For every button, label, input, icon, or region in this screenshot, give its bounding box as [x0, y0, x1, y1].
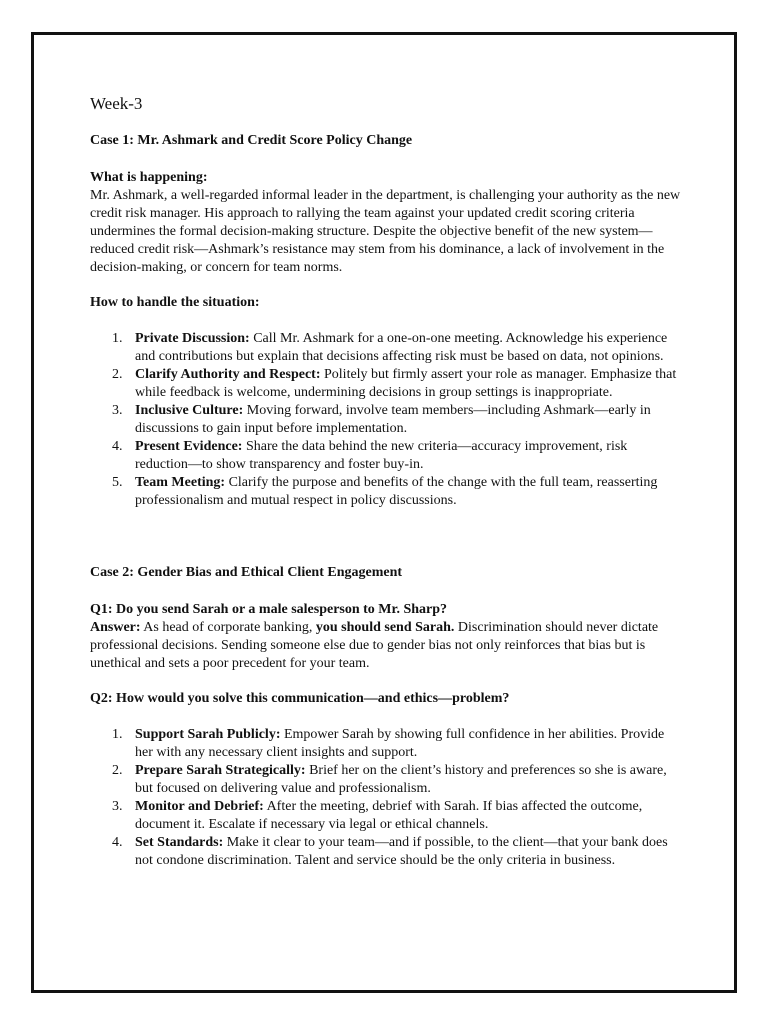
- case2-q2: Q2: How would you solve this communication—and ethics—problem?: [90, 691, 510, 706]
- list-item: 3. Monitor and Debrief: After the meeting, debrief with Sarah. If bias affected the outcome, document it. Escalate if necessary via legal or ethical channels.: [112, 799, 643, 832]
- list-item: 1. Private Discussion: Call Mr. Ashmark for a one-on-one meeting. Acknowledge his experience and contributions but explain that decisions affecting risk must be based on data, not opinions.: [112, 331, 668, 364]
- week-title: Week-3: [90, 94, 143, 113]
- list-item: 2. Prepare Sarah Strategically: Brief her on the client’s history and preferences so she is aware, but focused on delivering value and professionalism.: [112, 763, 667, 796]
- case2-answer: Answer: As head of corporate banking, you should send Sarah. Discrimination should never dictate professional decisions. Sending someone else due to gender bias not only reinforces that bias but is unethical and sets a poor precedent for your team.: [90, 620, 659, 671]
- list-item: 5. Team Meeting: Clarify the purpose and benefits of the change with the full team, reasserting professionalism and mutual respect in policy discussions.: [112, 475, 658, 508]
- list-item: 3. Inclusive Culture: Moving forward, involve team members—including Ashmark—early in discussions to gain input before implementation.: [112, 403, 651, 436]
- case1-heading: Case 1: Mr. Ashmark and Credit Score Policy Change: [90, 133, 413, 148]
- case1-happening-heading: What is happening:: [90, 170, 208, 185]
- case1-steps-list: [90, 330, 682, 510]
- list-item: 1. Support Sarah Publicly: Empower Sarah by showing full confidence in her abilities. Provide her with any necessary client insights and support.: [112, 727, 665, 760]
- case1-handle-heading: How to handle the situation:: [90, 295, 260, 310]
- case2-q1: Q1: Do you send Sarah or a male salesperson to Mr. Sharp?: [90, 602, 448, 617]
- list-item: 4. Set Standards: Make it clear to your team—and if possible, to the client—that your bank does not condone discrimination. Talent and service should be the only criteria in business.: [112, 835, 668, 868]
- list-item: 4. Present Evidence: Share the data behind the new criteria—accuracy improvement, risk reduction—to show transparency and foster buy-in.: [112, 439, 628, 472]
- case2-steps-list: [90, 726, 682, 870]
- case2-heading: Case 2: Gender Bias and Ethical Client Engagement: [90, 565, 403, 580]
- document-body: [90, 93, 682, 870]
- case1-happening-text: Mr. Ashmark, a well-regarded informal leader in the department, is challenging your authority as the new credit risk manager. His approach to rallying the team against your updated credit scoring criteria undermines the formal decision-making structure. Despite the objective benefit of the new system—reduced credit risk—Ashmark’s resistance may stem from his dominance, a lack of involvement in the decision-making, or concern for team norms.: [90, 188, 681, 275]
- list-item: 2. Clarify Authority and Respect: Politely but firmly assert your role as manager. Emphasize that while feedback is welcome, undermining decisions in group settings is inappropriate.: [112, 367, 677, 400]
